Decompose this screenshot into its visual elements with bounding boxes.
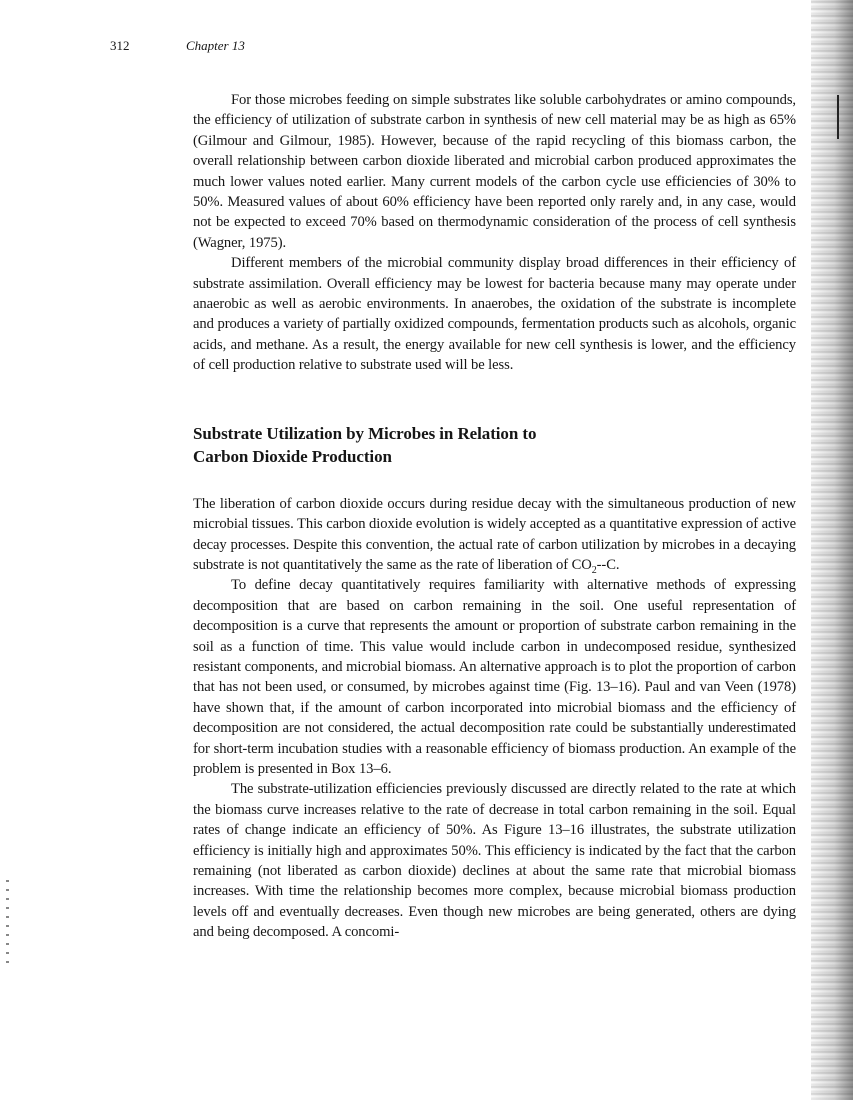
section-heading-line2: Carbon Dioxide Production: [193, 446, 392, 466]
paragraph-liberation-text: The liberation of carbon dioxide occurs during residue decay with the simultaneous production of new microbial tissues. This carbon dioxide evolution is widely accepted as a quantitative expression of active decay processes. Despite this convention, the actual rate of carbon utilization by microbes in a decaying substrate is not quantitatively the same as the rate of liberation of CO: [193, 495, 796, 573]
co2-subscript: 2: [591, 564, 597, 576]
page-number: 312: [110, 38, 130, 53]
page-binding-shadow: [811, 0, 853, 1100]
paragraph-community: Different members of the microbial community display broad differences in their efficiency of substrate assimilation. Overall efficiency may be lowest for bacteria because many may operate under anaerobic as well as aerobic environments. In anaerobes, the oxidation of the substrate is incomplete and produces a variety of partially oxidized compounds, fermentation products such as alcohols, organic acids, and methane. As a result, the energy available for new cell synthesis is lower, and the efficiency of cell production relative to substrate used will be less.: [193, 255, 796, 374]
paragraph-define-decay: To define decay quantitatively requires familiarity with alternative methods of expressing decomposition that are based on carbon remaining in the soil. One useful representation of decomposition is a curve that represents the amount or proportion of substrate carbon remaining in the soil as a function of time. This value would include carbon in undecomposed residue, synthesized resistant components, and microbial biomass. An alternative approach is to plot the proportion of carbon that has not been used, or consumed, by microbes against time (Fig. 13–16). Paul and van Veen (1978) have shown that, if the amount of carbon incorporated into microbial biomass and the efficiency of decomposition are not considered, the actual decomposition rate could be substantially underestimated for short-term incubation studies with a reasonable efficiency of biomass production. An example of the problem is presented in Box 13–6.: [193, 577, 796, 777]
page-header: [110, 38, 245, 54]
section-heading-line1: Substrate Utilization by Microbes in Relation to: [193, 423, 537, 443]
chapter-label: Chapter 13: [186, 38, 245, 53]
paragraph-liberation-tail: --C.: [596, 556, 620, 573]
paragraph-substrate-efficiency: The substrate-utilization efficiencies previously discussed are directly related to the rate at which the biomass curve increases relative to the rate of decrease in total carbon remaining in the soil. Equal rates of change indicate an efficiency of 50%. As Figure 13–16 illustrates, the substrate utilization efficiency is initially high and approximates 50%. This efficiency is indicated by the fact that the carbon remaining (not liberated as carbon dioxide) declines at about the same rate that microbial biomass increases. With time the relationship becomes more complex, because microbial biomass production levels off and eventually decreases. Even though new microbes are being generated, others are dying and being decomposed. A concomi-: [193, 781, 796, 941]
section-heading: [193, 422, 796, 468]
page-body: [193, 90, 796, 943]
binding-mark: [837, 95, 839, 139]
scan-margin-dots: [6, 880, 9, 970]
paragraph-liberation: [193, 494, 796, 576]
paragraph-efficiency: For those microbes feeding on simple substrates like soluble carbohydrates or amino compounds, the efficiency of utilization of substrate carbon in synthesis of new cell material may be as high as 65% (Gilmour and Gilmour, 1985). However, because of the rapid recycling of this biomass carbon, the overall relationship between carbon dioxide liberated and microbial carbon produced approximates the much lower values noted earlier. Many current models of the carbon cycle use efficiencies of 30% to 50%. Measured values of about 60% efficiency have been reported only rarely and, in any case, would not be expected to exceed 70% based on thermodynamic consideration of the process of cell synthesis (Wagner, 1975).: [193, 92, 796, 251]
